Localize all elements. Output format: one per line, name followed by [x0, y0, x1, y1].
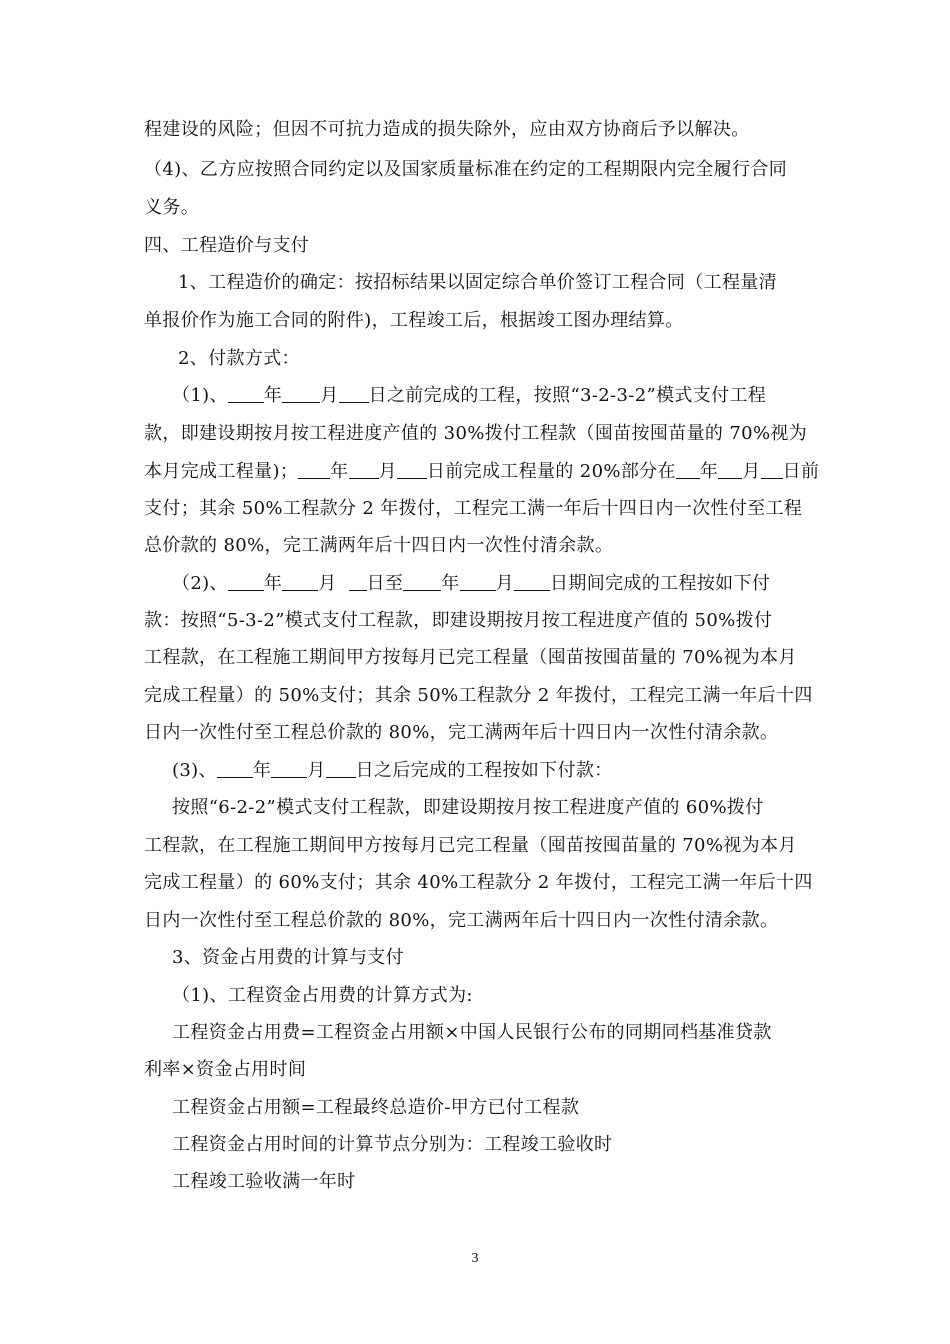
- date-blank: [228, 386, 264, 403]
- text-line: 工程款，在工程施工期间甲方按每月已完工程量（囤苗按囤苗量的 70%视为本月: [144, 647, 797, 668]
- date-blank: [339, 386, 369, 403]
- formula-line: 利率×资金占用时间: [144, 1059, 307, 1080]
- date-blank: [326, 761, 356, 778]
- text-line: 按照“6-2-2”模式支付工程款，即建设期按月按工程进度产值的 60%拨付: [172, 797, 764, 818]
- date-blank: [676, 462, 700, 479]
- date-blank: [282, 574, 318, 591]
- text-line-with-blanks: (3)、 年 月 日之后完成的工程按如下付款：: [172, 760, 613, 781]
- date-blank: [217, 761, 253, 778]
- date-blank: [282, 386, 320, 403]
- date-blank: [298, 462, 330, 479]
- text-line: 程建设的风险；但因不可抗力造成的损失除外，应由双方协商后予以解决。: [144, 119, 750, 140]
- text-line: 日内一次性付至工程总价款的 80%，完工满两年后十四日内一次性付清余款。: [144, 722, 779, 743]
- text-line: 支付；其余 50%工程款分 2 年拨付，工程完工满一年后十四日内一次性付至工程: [144, 498, 803, 519]
- date-blank: [718, 462, 742, 479]
- text-line: 完成工程量）的 60%支付；其余 40%工程款分 2 年拨付，工程完工满一年后十四: [144, 872, 813, 893]
- text-line: 1、工程造价的确定：按招标结果以固定综合单价签订工程合同（工程量清: [178, 272, 777, 293]
- text-line-with-blanks: 本月完成工程量)； 年 月 日前完成工程量的 20%部分在 年 月 日前: [144, 461, 820, 482]
- text-line: 日内一次性付至工程总价款的 80%，完工满两年后十四日内一次性付清余款。: [144, 910, 779, 931]
- text-line: 工程资金占用时间的计算节点分别为：工程竣工验收时: [172, 1134, 613, 1155]
- text-line-with-blanks: （1)、 年 月 日之前完成的工程，按照“3-2-3-2”模式支付工程: [172, 385, 767, 406]
- text-line: 义务。: [144, 197, 200, 218]
- text-line: 总价款的 80%，完工满两年后十四日内一次性付清余款。: [144, 535, 614, 556]
- date-blank: [349, 574, 367, 591]
- date-blank: [271, 761, 307, 778]
- text-line: 单报价作为施工合同的附件)，工程竣工后，根据竣工图办理结算。: [144, 310, 684, 331]
- text-line: 工程款，在工程施工期间甲方按每月已完工程量（囤苗按囤苗量的 70%视为本月: [144, 835, 797, 856]
- text-line-with-blanks: （2)、 年 月 日至 年 月 日期间完成的工程按如下付: [172, 573, 771, 594]
- text-line: 款：按照“5-3-2”模式支付工程款，即建设期按月按工程进度产值的 50%拨付: [144, 610, 773, 631]
- date-blank: [397, 462, 427, 479]
- text-line: （4)、乙方应按照合同约定以及国家质量标准在约定的工程期限内完全履行合同: [144, 159, 788, 180]
- formula-line: 工程资金占用额=工程最终总造价-甲方已付工程款: [172, 1097, 580, 1118]
- date-blank: [403, 574, 441, 591]
- date-blank: [228, 574, 264, 591]
- date-blank: [761, 462, 783, 479]
- date-blank: [514, 574, 550, 591]
- text-line: 2、付款方式：: [178, 348, 300, 369]
- text-line: 工程竣工验收满一年时: [172, 1171, 356, 1192]
- text-line: 完成工程量）的 50%支付；其余 50%工程款分 2 年拨付，工程完工满一年后十四: [144, 685, 813, 706]
- formula-line: 工程资金占用费=工程资金占用额×中国人民银行公布的同期同档基准贷款: [172, 1022, 772, 1043]
- date-blank: [349, 462, 379, 479]
- date-blank: [460, 574, 496, 591]
- text-line: （1)、工程资金占用费的计算方式为:: [172, 985, 473, 1006]
- subsection-heading: 3、资金占用费的计算与支付: [172, 947, 405, 968]
- page-number: 3: [471, 1251, 479, 1266]
- text-line: 款，即建设期按月按工程进度产值的 30%拨付工程款（囤苗按囤苗量的 70%视为: [144, 423, 808, 444]
- section-heading: 四、工程造价与支付: [144, 235, 310, 256]
